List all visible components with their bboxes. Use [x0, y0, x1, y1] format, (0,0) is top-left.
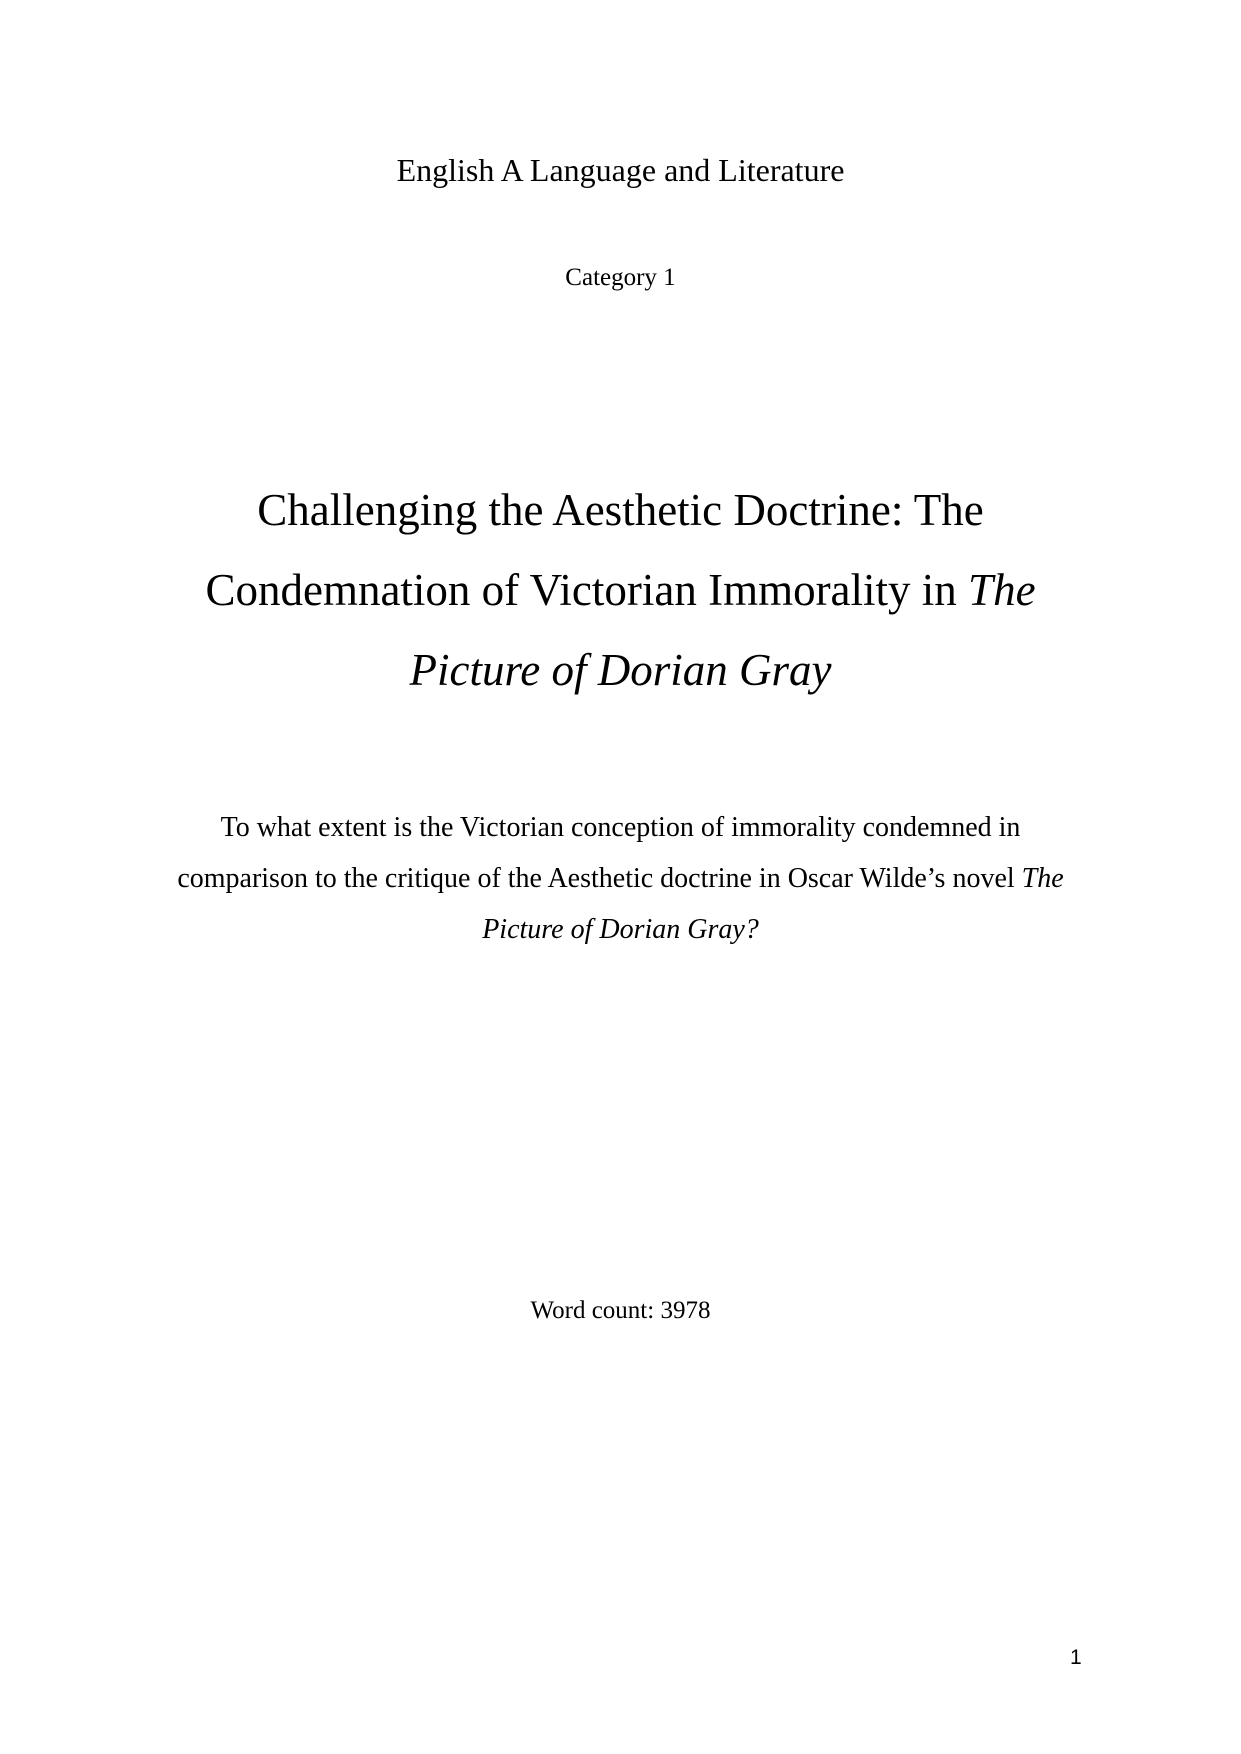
research-question-line-2-italic: The [1021, 863, 1064, 894]
research-question-line-3 [0, 912, 1241, 948]
research-question-line-2 [0, 861, 1241, 897]
research-question-line-1: To what extent is the Victorian conception of immorality condemned in [220, 812, 1021, 843]
word-count: Word count: 3978 [530, 1297, 711, 1324]
title-line-3-italic: Picture of Dorian Gray [409, 645, 832, 695]
subject-heading: English A Language and Literature [396, 152, 845, 188]
research-question-line-2-text: comparison to the critique of the Aesthetic doctrine in Oscar Wilde’s novel [177, 863, 1022, 894]
research-question-line-3-italic: Picture of Dorian Gray? [482, 914, 759, 945]
category-label: Category 1 [565, 264, 676, 291]
title-line-2 [0, 562, 1241, 618]
title-line-2-text: Condemnation of Victorian Immorality in [205, 565, 969, 615]
title-line-1: Challenging the Aesthetic Doctrine: The [257, 485, 984, 535]
title-line-2-italic: The [968, 565, 1036, 615]
title-line-3 [0, 642, 1241, 698]
page-number: 1 [1070, 1646, 1082, 1669]
